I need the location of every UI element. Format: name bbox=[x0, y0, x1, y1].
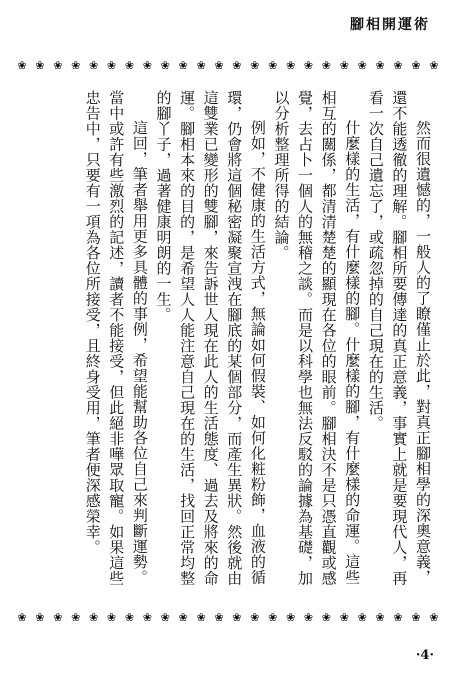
page-number: ·4· bbox=[415, 648, 434, 663]
vertical-body-text bbox=[80, 90, 434, 600]
paragraph-4: 這回，筆者舉用更多具體的事例，希望能幫助各位自己來判斷運勢。當中或許有些激烈的記述，讀者不能接受，但此絕非嘩眾取寵。如果這些忠告中，只要有一項為各位所接受，且終身受用，筆者便深感榮幸。 bbox=[83, 90, 149, 586]
bottom-flower-border: ❀ ❀ ❀ ❀ ❀ ❀ ❀ ❀ ❀ ❀ ❀ ❀ ❀ ❀ ❀ ❀ ❀ ❀ ❀ ❀ ❀ ❀ ❀ ❀ bbox=[17, 611, 439, 624]
body-text-area bbox=[22, 90, 434, 600]
top-flower-border: ❀ ❀ ❀ ❀ ❀ ❀ ❀ ❀ ❀ ❀ ❀ ❀ ❀ ❀ ❀ ❀ ❀ ❀ ❀ ❀ ❀ ❀ ❀ ❀ bbox=[17, 59, 439, 72]
paragraph-2: 什麼樣的生活，有什麼樣的腳。什麼樣的腳，有什麼樣的命運。這些相互的關係，都清清楚楚的顯現在各位的眼前。腳相決不是只憑直觀或感覺，去占卜一個人的無稽之談。而是以科學也無法反駁的論據為基礎，加以分析整理所得的結論。 bbox=[272, 90, 362, 586]
paragraph-1: 然而很遺憾的，一般人的了瞭僅止於此，對真正腳相學的深奧意義，還不能透徹的理解。腳相所要傳達的真正意義，事實上就是要現代人，再看一次自己遺忘了，或疏忽掉的自己現在的生活。 bbox=[366, 90, 432, 586]
running-header-title: 腳相開運術 bbox=[350, 17, 430, 33]
paragraph-3: 例如，不健康的生活方式，無論如何假裝、如何化粧粉飾，血液的循環，仍會將這個秘密凝聚宣洩在腳底的某個部分，而產生異狀。然後就由這雙業已變形的雙腳，來告訴世人現在此人的生活態度、過去及將來的命運。腳相本來的目的，是希望人人能注意自己現在的生活，找回正常均整的腳丫子，過著健康明朗的一生。 bbox=[154, 90, 267, 586]
